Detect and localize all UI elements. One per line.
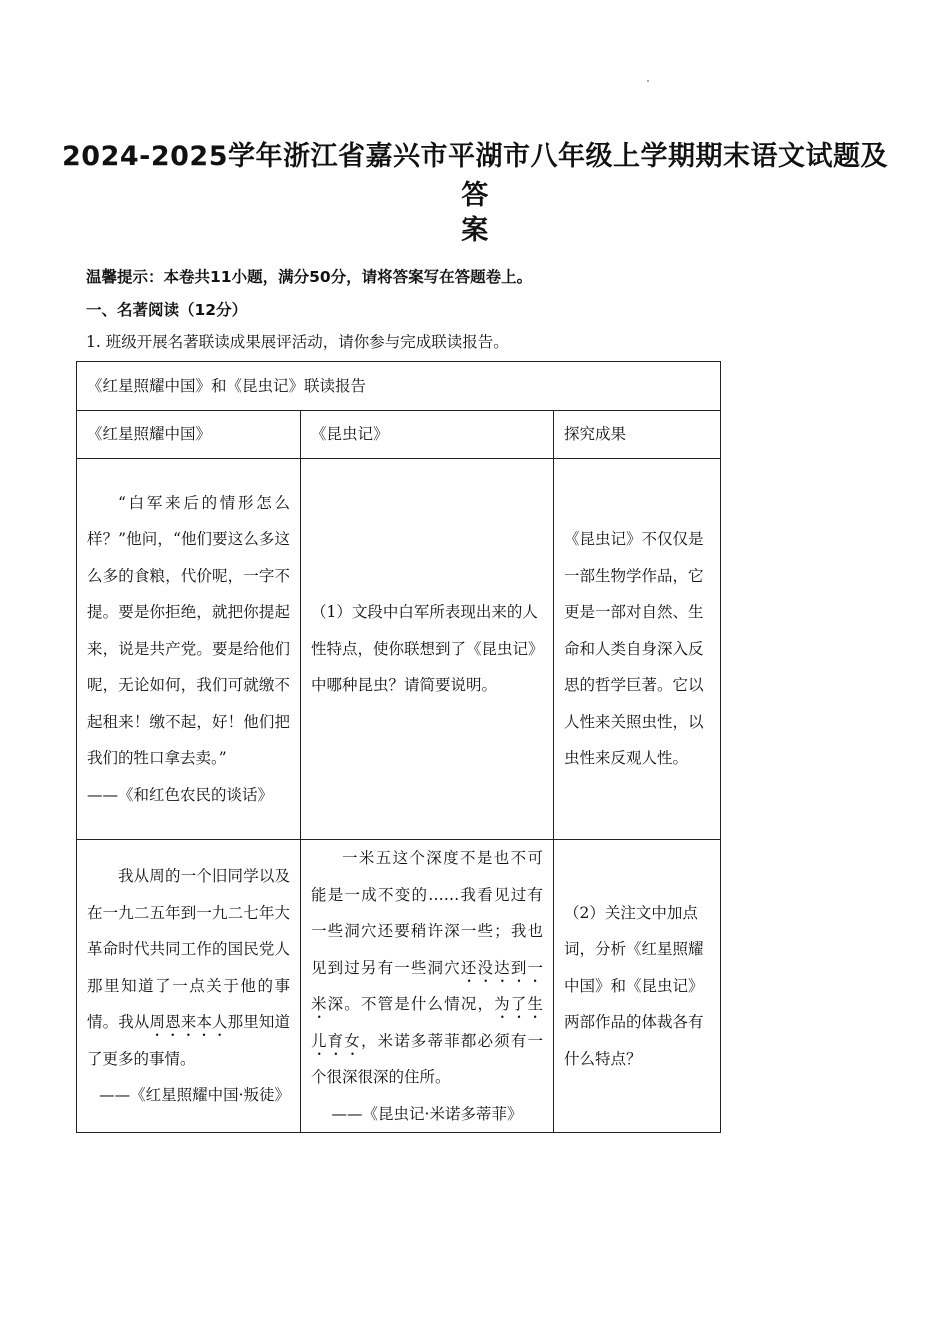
row2-insects-source: ——《昆虫记·米诺多蒂菲》 xyxy=(331,1104,523,1123)
row2-excerpt-part-b: 那里知道了更多的事情。 xyxy=(87,1013,290,1068)
row2-excerpt-emphasis: 周恩来本人 xyxy=(149,1013,228,1032)
row2-question-text: （2）关注文中加点词，分析《红星照耀中国》和《昆虫记》两部作品的体裁各有什么特点？ xyxy=(564,903,704,1068)
row2-question-cell xyxy=(554,840,721,1133)
stray-dot xyxy=(647,80,649,82)
row1-question-cell xyxy=(301,459,554,840)
row1-findings-text: 《昆虫记》不仅仅是一部生物学作品，它更是一部对自然、生命和人类自身深入反思的哲学巨著。它以人性来关照虫性，以虫性来反观人性。 xyxy=(564,530,704,768)
row2-insects-text xyxy=(311,840,543,1096)
header-insects: 《昆虫记》 xyxy=(301,411,554,459)
notice: 温馨提示：本卷共11小题，满分50分，请将答案写在答题卷上。 xyxy=(86,268,533,286)
row2-insects-part-a: 一米五这个深度不是也不可能是一成不变的……我看见过有一些洞穴还要稍许深一些；我也见到过另有一些洞穴 xyxy=(311,849,543,977)
doc-title-line2: 案 xyxy=(461,215,489,246)
row2-excerpt-source: ——《红星照耀中国·叛徒》 xyxy=(99,1086,290,1105)
row2-excerpt-text xyxy=(87,858,290,1077)
row1-excerpt-cell xyxy=(77,459,301,840)
row2-insects-emphasis-1: 还没达到一米 xyxy=(311,958,543,1013)
table-caption: 《红星照耀中国》和《昆虫记》联读报告 xyxy=(77,362,721,411)
doc-title-line1: 2024-2025学年浙江省嘉兴市平湖市八年级上学期期末语文试题及答 xyxy=(62,141,888,211)
header-findings: 探究成果 xyxy=(554,411,721,459)
report-table xyxy=(76,361,721,1133)
table-row xyxy=(77,459,721,840)
row1-excerpt-source: ——《和红色农民的谈话》 xyxy=(87,785,274,804)
row1-excerpt-text: “白军来后的情形怎么样？”他问，“他们要这么多这么多的食粮，代价呢，一字不提。要是你拒绝，就把你提起来，说是共产党。要是给他们呢，无论如何，我们可就缴不起租来！缴不起，好！他们把我们的牲口拿去卖。” xyxy=(87,493,290,768)
row1-question-text: （1）文段中白军所表现出来的人性特点，使你联想到了《昆虫记》中哪种昆虫？请简要说明。 xyxy=(311,603,538,695)
row2-insects-cell xyxy=(301,840,554,1133)
row2-excerpt-part-a: 我从周的一个旧同学以及在一九二五年到一九二七年大革命时代共同工作的国民党人那里知道了一点关于他的事情。我从 xyxy=(87,867,290,1032)
table-row xyxy=(77,840,721,1133)
row2-insects-part-c: ，米诺多蒂菲都必须有一个很深很深的住所。 xyxy=(311,1031,543,1086)
row2-insects-part-b: 深。不管是什么情况， xyxy=(327,995,495,1013)
table-caption-row xyxy=(77,362,721,411)
header-red-star: 《红星照耀中国》 xyxy=(77,411,301,459)
section-heading: 一、名著阅读（12分） xyxy=(86,301,248,319)
row1-findings-cell xyxy=(554,459,721,840)
question-1: 1. 班级开展名著联读成果展评活动，请你参与完成联读报告。 xyxy=(86,333,509,351)
table-header-row xyxy=(77,411,721,459)
row2-excerpt-cell xyxy=(77,840,301,1133)
row2-insects-emphasis-2: 为了生儿育女 xyxy=(311,995,543,1050)
